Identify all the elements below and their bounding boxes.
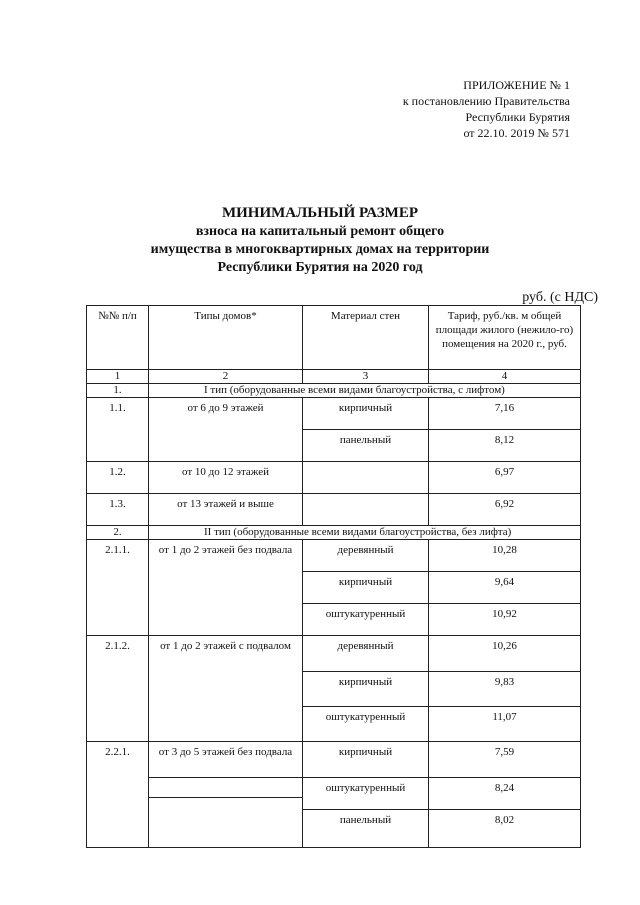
table-row xyxy=(87,778,581,798)
header-tariff: Тариф, руб./кв. м общей площади жилого (нежило-го) помещения на 2020 г., руб. xyxy=(429,306,581,370)
row-material: панельный xyxy=(303,430,429,462)
col-number: 4 xyxy=(429,370,581,384)
row-tariff: 8,12 xyxy=(429,430,581,462)
appendix-line-1: ПРИЛОЖЕНИЕ № 1 xyxy=(463,78,570,92)
section-num: 1. xyxy=(87,384,149,398)
unit-label: руб. (с НДС) xyxy=(522,290,598,305)
row-tariff: 7,16 xyxy=(429,398,581,430)
table-row xyxy=(87,462,581,494)
row-tariff: 6,92 xyxy=(429,494,581,526)
row-tariff: 10,28 xyxy=(429,540,581,572)
row-tariff: 7,59 xyxy=(429,742,581,778)
section-row xyxy=(87,526,581,540)
column-number-row xyxy=(87,370,581,384)
col-number: 3 xyxy=(303,370,429,384)
appendix-line-2: к постановлению Правительства xyxy=(402,94,570,108)
row-material: оштукатуренный xyxy=(303,604,429,636)
appendix-line-3: Республики Бурятия xyxy=(465,110,570,124)
col-number: 2 xyxy=(149,370,303,384)
row-type: от 6 до 9 этажей xyxy=(149,398,303,462)
row-material: кирпичный xyxy=(303,742,429,778)
row-type: от 10 до 12 этажей xyxy=(149,462,303,494)
row-type: от 13 этажей и выше xyxy=(149,494,303,526)
row-tariff: 8,24 xyxy=(429,778,581,810)
header-material: Материал стен xyxy=(303,306,429,370)
row-material: оштукатуренный xyxy=(303,707,429,742)
section-title: I тип (оборудованные всеми видами благоустройства, с лифтом) xyxy=(149,384,581,398)
tariff-table xyxy=(86,305,581,848)
row-num: 1.2. xyxy=(87,462,149,494)
section-title: II тип (оборудованные всеми видами благоустройства, без лифта) xyxy=(149,526,581,540)
row-material: кирпичный xyxy=(303,572,429,604)
title-line-3: имущества в многоквартирных домах на территории xyxy=(150,242,490,257)
row-type xyxy=(149,778,303,798)
header-type: Типы домов* xyxy=(149,306,303,370)
row-material xyxy=(303,494,429,526)
row-num: 1.1. xyxy=(87,398,149,462)
table-row xyxy=(87,636,581,672)
section-row xyxy=(87,384,581,398)
table-row xyxy=(87,494,581,526)
row-num: 2.2.1. xyxy=(87,742,149,778)
row-material: кирпичный xyxy=(303,398,429,430)
table-row xyxy=(87,742,581,778)
row-material: панельный xyxy=(303,810,429,848)
header-num: №№ п/п xyxy=(87,306,149,370)
table-row xyxy=(87,398,581,430)
row-type xyxy=(149,798,303,848)
document-title xyxy=(0,203,640,277)
row-material: деревянный xyxy=(303,540,429,572)
row-num xyxy=(87,778,149,798)
row-tariff: 10,92 xyxy=(429,604,581,636)
row-tariff: 8,02 xyxy=(429,810,581,848)
row-type: от 3 до 5 этажей без подвала xyxy=(149,742,303,778)
row-num: 1.3. xyxy=(87,494,149,526)
row-material: оштукатуренный xyxy=(303,778,429,810)
col-number: 1 xyxy=(87,370,149,384)
row-tariff: 9,64 xyxy=(429,572,581,604)
row-num: 2.1.1. xyxy=(87,540,149,636)
row-type: от 1 до 2 этажей без подвала xyxy=(149,540,303,636)
title-line-4: Республики Бурятия на 2020 год xyxy=(217,260,423,275)
appendix-header xyxy=(403,77,570,141)
row-tariff: 11,07 xyxy=(429,707,581,742)
row-num: 2.1.2. xyxy=(87,636,149,742)
appendix-line-4: от 22.10. 2019 № 571 xyxy=(463,126,570,140)
row-material: кирпичный xyxy=(303,672,429,707)
row-num xyxy=(87,798,149,848)
section-num: 2. xyxy=(87,526,149,540)
row-tariff: 6,97 xyxy=(429,462,581,494)
row-material: деревянный xyxy=(303,636,429,672)
row-tariff: 9,83 xyxy=(429,672,581,707)
table-header-row xyxy=(87,306,581,370)
row-tariff: 10,26 xyxy=(429,636,581,672)
table-row xyxy=(87,540,581,572)
row-material xyxy=(303,462,429,494)
row-type: от 1 до 2 этажей с подвалом xyxy=(149,636,303,742)
title-line-1: МИНИМАЛЬНЫЙ РАЗМЕР xyxy=(221,205,418,221)
title-line-2: взноса на капитальный ремонт общего xyxy=(195,224,445,239)
